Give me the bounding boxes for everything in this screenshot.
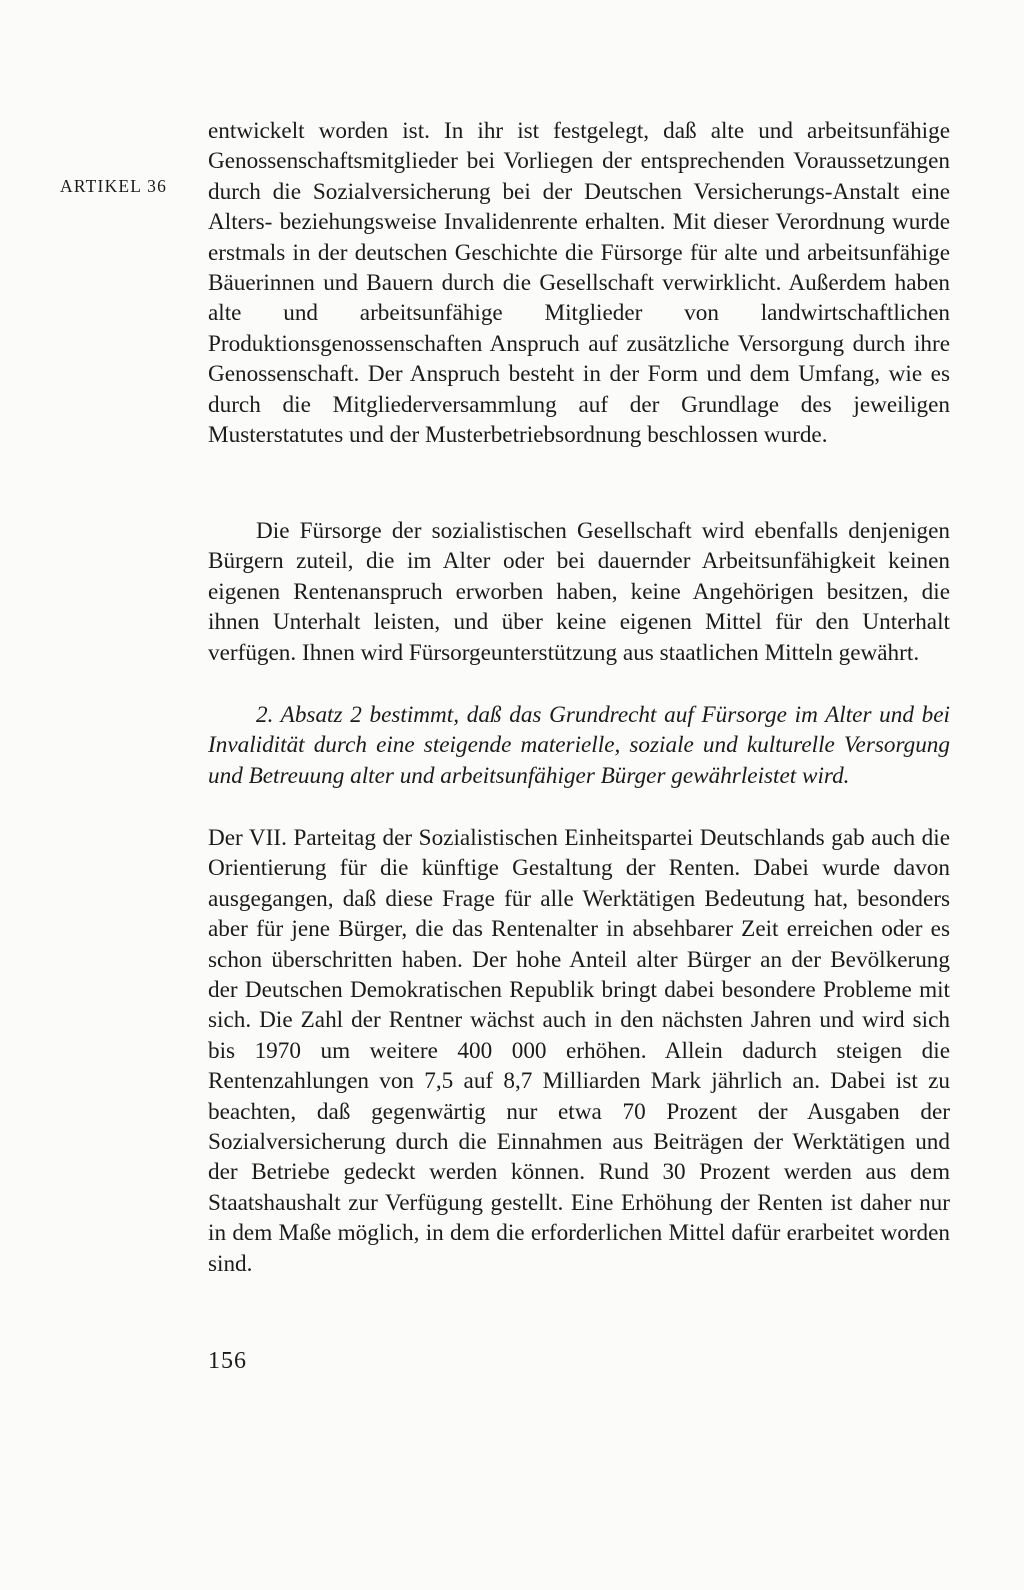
paragraph-absatz-2 [208, 700, 950, 791]
paragraph-text: Der VII. Parteitag der Sozialistischen Einheitspartei Deutschlands gab auch die Orientierung für die künftige Gestaltung der Renten. Dabei wurde davon ausgegangen, daß diese Frage für alle Werktätigen Bedeutung hat, besonders aber für jene Bürger, die das Rentenalter in absehbarer Zeit erreichen oder es schon überschritten haben. Der hohe Anteil alter Bürger an der Bevölkerung der Deutschen Demokratischen Republik bringt dabei besondere Probleme mit sich. Die Zahl der Rentner wächst auch in den nächsten Jahren und wird sich bis 1970 um weitere 400 000 erhöhen. Allein dadurch steigen die Rentenzahlungen von 7,5 auf 8,7 Milliarden Mark jährlich an. Dabei ist zu beachten, daß gegenwärtig nur etwa 70 Prozent der Ausgaben der Sozialversicherung durch die Einnahmen aus Beiträgen der Werktätigen und der Betriebe gedeckt werden können. Rund 30 Prozent werden aus dem Staatshaushalt zur Verfügung gestellt. Eine Erhöhung der Renten ist daher nur in dem Maße möglich, in dem die erforderlichen Mittel dafür erarbeitet worden sind. [208, 825, 950, 1277]
paragraph-party-congress [208, 823, 950, 1279]
paragraph-pension-regulation [208, 116, 950, 450]
paragraph-text: entwickelt worden ist. In ihr ist festgelegt, daß alte und arbeitsunfähige Genossenschaftsmitglieder bei Vorliegen der entsprechenden Voraussetzungen durch die Sozialversicherung bei der Deutschen Versicherungs-Anstalt eine Alters- beziehungsweise Invalidenrente erhalten. Mit dieser Verordnung wurde erstmals in der deutschen Geschichte die Fürsorge für alte und arbeitsunfähige Bäuerinnen und Bauern durch die Gesellschaft verwirklicht. Außerdem haben alte und arbeitsunfähige Mitglieder von landwirtschaftlichen Produktionsgenossenschaften Anspruch auf zusätzliche Versorgung durch ihre Genossenschaft. Der Anspruch besteht in der Form und dem Umfang, wie es durch die Mitgliederversammlung auf der Grundlage des jeweiligen Musterstatutes und der Musterbetriebsordnung beschlossen wurde. [208, 118, 950, 449]
margin-article-label: ARTIKEL 36 [60, 176, 168, 196]
page-number: 156 [208, 1348, 247, 1374]
paragraph-welfare-support [208, 516, 950, 668]
paragraph-text: 2. Absatz 2 bestimmt, daß das Grundrecht auf Fürsorge im Alter und bei Invalidität durch eine steigende materielle, soziale und kulturelle Versorgung und Betreuung alter und arbeitsunfähiger Bürger gewährleistet wird. [208, 702, 950, 789]
paragraph-text: Die Fürsorge der sozialistischen Gesellschaft wird ebenfalls denjenigen Bürgern zuteil, die im Alter oder bei dauernder Arbeitsunfähigkeit keinen eigenen Rentenanspruch erworben haben, keine Angehörigen besitzen, die ihnen Unterhalt leisten, und über keine eigenen Mittel für den Unterhalt verfügen. Ihnen wird Fürsorgeunterstützung aus staatlichen Mitteln gewährt. [208, 518, 950, 666]
